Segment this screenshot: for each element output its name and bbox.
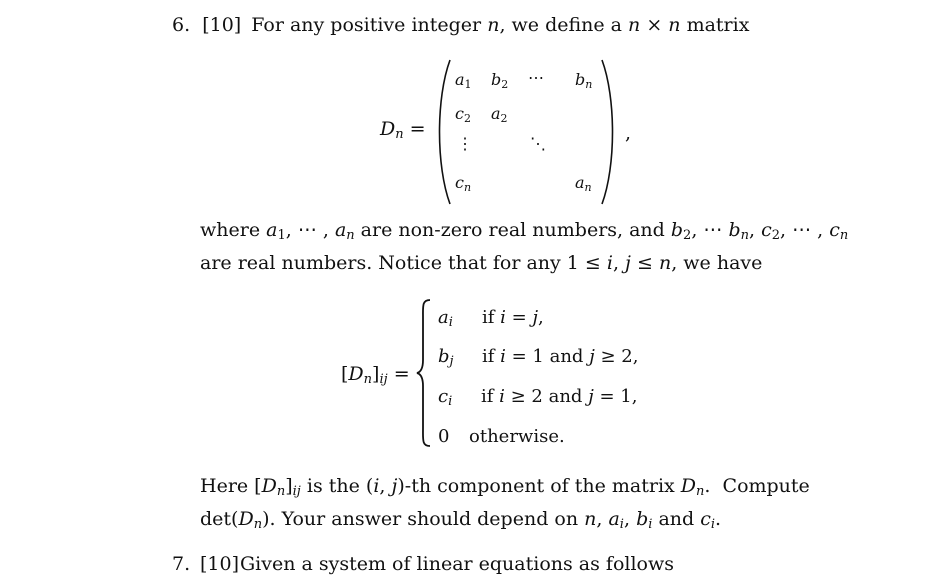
paragraph1-line2: are real numbers. Notice that for any 1 ≤ i, j ≤ n, we have	[200, 252, 763, 274]
paragraph2-line1: Here [Dn]ij is the (i, j)-th component of the matrix Dn. Compute	[200, 475, 810, 499]
next-problem-text: Given a system of linear equations as follows	[240, 553, 674, 575]
case-row-1-value: ai	[438, 307, 453, 330]
matrix-cell-ddots: ⋱	[530, 134, 546, 153]
matrix-cell-vdots: ⋮	[457, 134, 473, 153]
matrix-cell-b2: b2	[491, 70, 509, 91]
matrix-cell-hdots: ⋯	[528, 68, 544, 87]
matrix-cell-an: an	[575, 173, 592, 194]
next-problem-points: [10]	[200, 553, 240, 575]
matrix-cell-a1: a1	[455, 70, 472, 91]
cases-lhs: [Dn]ij =	[341, 363, 410, 387]
matrix-right-paren	[598, 58, 618, 208]
case-row-4-value: 0	[438, 426, 450, 447]
matrix-cell-c2: c2	[455, 104, 471, 125]
matrix-left-paren	[434, 58, 454, 208]
matrix-cell-a2: a2	[491, 104, 508, 125]
problem-intro-text: For any positive integer n, we define a n × n matrix	[251, 14, 750, 36]
paragraph1-line1: where a1, ⋯ , an are non-zero real numbers, and b2, ⋯ bn, c2, ⋯ , cn	[200, 219, 849, 243]
case-row-3-value: ci	[438, 386, 453, 409]
case-row-1-condition: if i = j,	[482, 307, 544, 328]
case-row-2-condition: if i = 1 and j ≥ 2,	[482, 346, 639, 367]
problem-points: [10]	[202, 14, 242, 36]
matrix-lhs: Dn =	[380, 118, 426, 142]
case-row-4-condition: otherwise.	[469, 426, 565, 447]
matrix-cell-bn: bn	[575, 70, 593, 91]
next-problem-number: 7.	[172, 553, 191, 575]
next-problem-cutoff	[0, 553, 931, 575]
matrix-trailing-comma: ,	[625, 122, 632, 144]
case-row-3-condition: if i ≥ 2 and j = 1,	[481, 386, 638, 407]
problem-number: 6.	[172, 14, 191, 36]
problem-6-intro	[172, 14, 749, 36]
cases-left-brace	[416, 298, 434, 448]
paragraph2-line2: det(Dn). Your answer should depend on n, ai, bi and ci.	[200, 508, 722, 532]
case-row-2-value: bj	[438, 346, 454, 369]
matrix-cell-cn: cn	[455, 173, 472, 194]
